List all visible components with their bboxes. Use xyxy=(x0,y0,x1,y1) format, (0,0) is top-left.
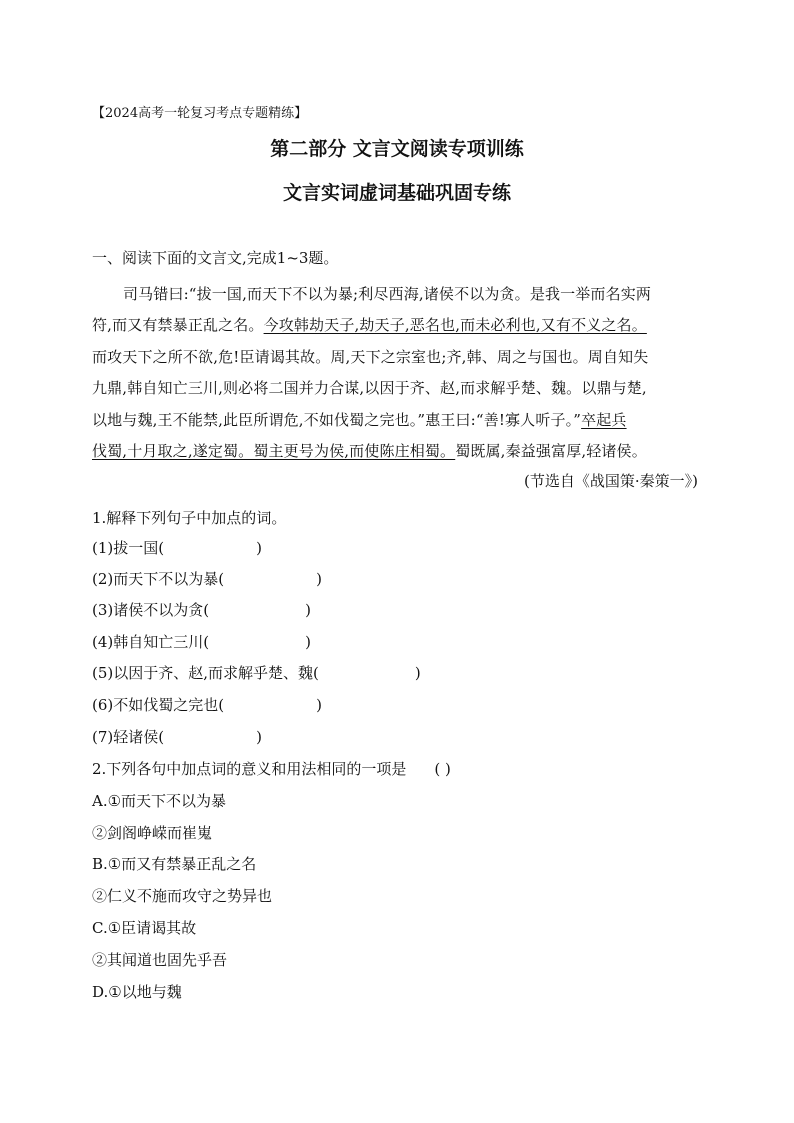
close-paren: ) xyxy=(414,664,421,682)
underlined-sentence: 卒起兵 xyxy=(581,410,627,429)
passage-line: 九鼎,韩自知亡三川,则必将二国并力合谋,以因于齐、赵,而求解乎楚、魏。以鼎与楚, xyxy=(92,379,647,398)
item-text: (7)轻诸侯( xyxy=(92,728,165,746)
section-heading: 一、阅读下面的文言文,完成1~3题。 xyxy=(92,249,339,267)
close-paren: ) xyxy=(316,570,322,588)
question-text: 2.下列各句中加点词的意义和用法相同的一项是 xyxy=(92,760,407,778)
classical-passage xyxy=(92,279,702,467)
question-1-stem: 1.解释下列句子中加点的词。 xyxy=(92,509,287,527)
underlined-sentence: 伐蜀,十月取之,遂定蜀。蜀主更号为侯,而使陈庄相蜀。 xyxy=(92,442,456,461)
header-tag: 【2024高考一轮复习考点专题精练】 xyxy=(92,106,308,121)
answer-paren[interactable]: ( ) xyxy=(434,760,451,778)
q1-item-7 xyxy=(92,726,262,747)
passage-line xyxy=(92,310,702,341)
option-d1: D.①以地与魏 xyxy=(92,983,182,1001)
close-paren: ) xyxy=(256,539,262,557)
item-text: (4)韩自知亡三川( xyxy=(92,633,210,651)
passage-line: 而攻天下之所不欲,危!臣请谒其故。周,天下之宗室也;齐,韩、周之与国也。周自知失 xyxy=(92,347,649,366)
item-text: (2)而天下不以为暴( xyxy=(92,570,225,588)
q1-item-4 xyxy=(92,631,311,652)
passage-line xyxy=(92,405,702,436)
q1-item-2 xyxy=(92,568,322,589)
option-c2: ②其闻道也固先乎吾 xyxy=(92,951,228,969)
option-a2: ②剑阁峥嵘而崔嵬 xyxy=(92,824,213,842)
option-b1: B.①而又有禁暴正乱之名 xyxy=(92,855,257,873)
underlined-sentence: 今攻韩劫天子,劫天子,恶名也,而未必利也,又有不义之名。 xyxy=(263,316,647,335)
close-paren: ) xyxy=(305,601,311,619)
passage-source: (节选自《战国策·秦策一》) xyxy=(524,472,698,490)
question-2-stem xyxy=(92,758,451,779)
q1-item-3 xyxy=(92,599,311,620)
q1-item-5 xyxy=(92,662,421,683)
passage-line: 司马错曰:“拔一国,而天下不以为暴;利尽西海,诸侯不以为贪。是我一举而名实两 xyxy=(123,285,652,303)
q1-item-6 xyxy=(92,694,322,715)
option-b2: ②仁义不施而攻守之势异也 xyxy=(92,887,273,905)
page-title: 第二部分 文言文阅读专项训练 xyxy=(270,138,524,160)
option-c1: C.①臣请谒其故 xyxy=(92,919,197,937)
item-text: (1)拔一国( xyxy=(92,539,165,557)
passage-text: 以地与魏,王不能禁,此臣所谓危,不如伐蜀之完也。”惠王曰:“善!寡人听子。” xyxy=(92,410,582,429)
close-paren: ) xyxy=(256,728,262,746)
q1-item-1 xyxy=(92,537,262,558)
page-subtitle: 文言实词虚词基础巩固专练 xyxy=(282,182,511,204)
option-a1: A.①而天下不以为暴 xyxy=(92,792,227,810)
item-text: (3)诸侯不以为贪( xyxy=(92,601,210,619)
item-text: (6)不如伐蜀之完也( xyxy=(92,696,225,714)
close-paren: ) xyxy=(316,696,322,714)
passage-text: 蜀既属,秦益强富厚,轻诸侯。 xyxy=(455,442,647,461)
close-paren: ) xyxy=(305,633,311,651)
passage-line xyxy=(92,436,702,467)
item-text: (5)以因于齐、赵,而求解乎楚、魏( xyxy=(92,664,319,682)
passage-text: 符,而又有禁暴正乱之名。 xyxy=(92,316,264,335)
